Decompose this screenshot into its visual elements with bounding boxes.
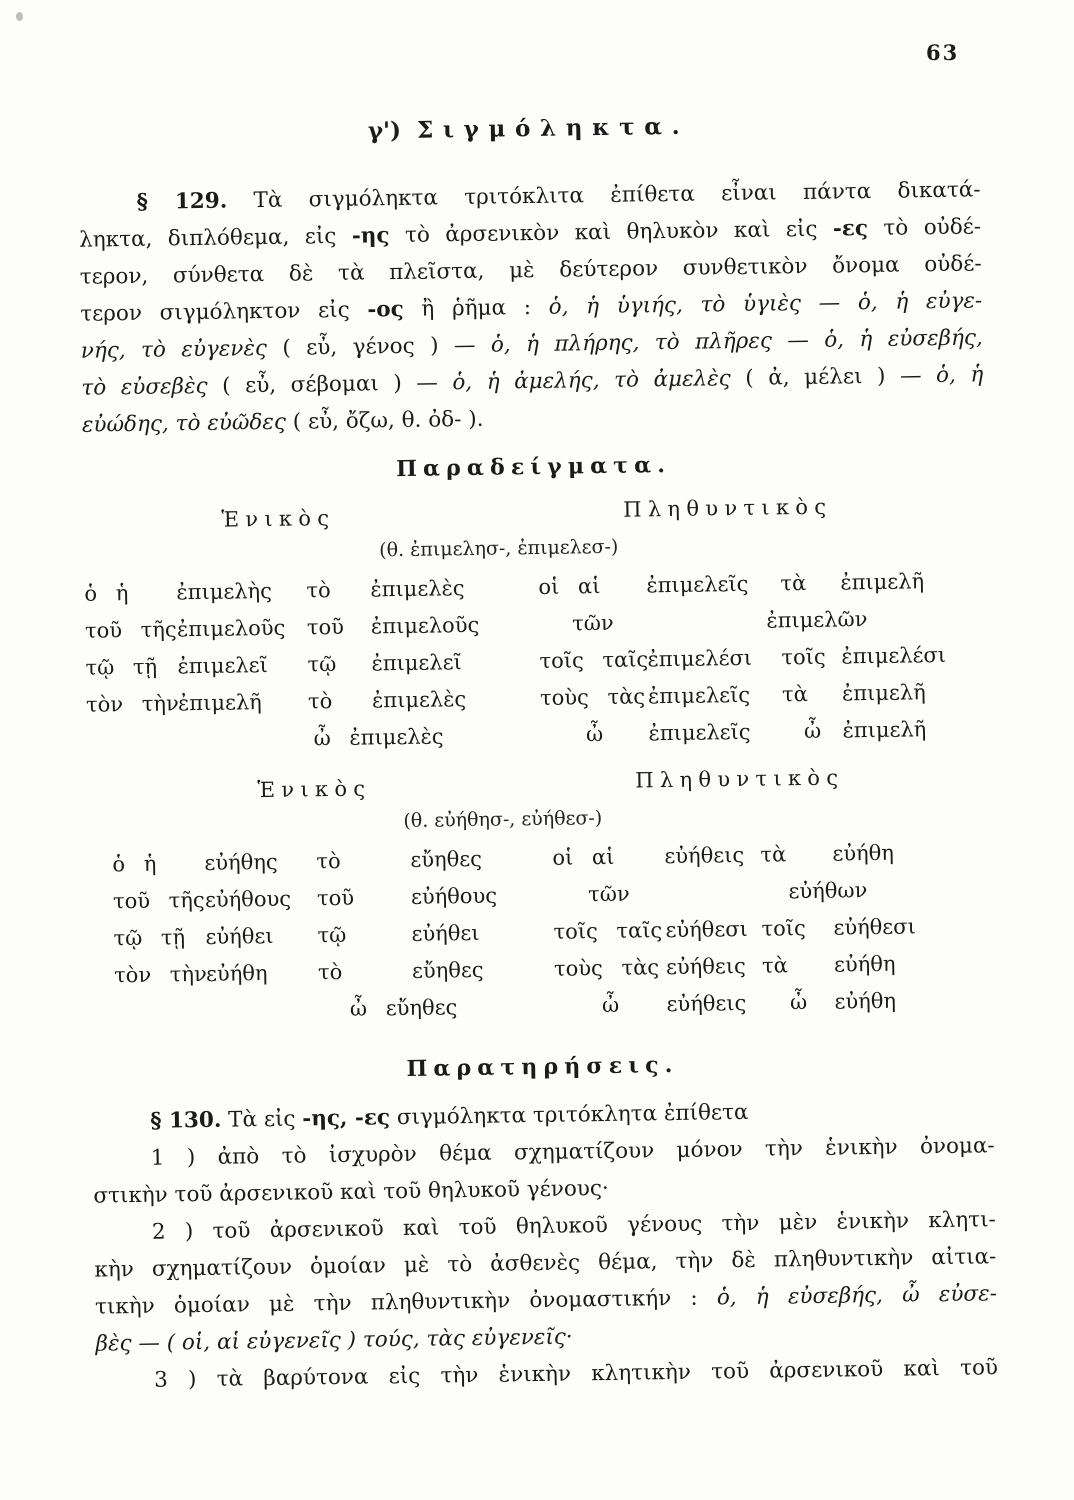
table-cell: ὦ ἐπιμελὲς (313, 724, 444, 751)
text-segment: -ος (367, 296, 404, 323)
table-cell: τοὺς τὰς (539, 684, 646, 710)
text-segment: 1 ) ἀπὸ τὸ ἰσχυρὸν θέμα σχηματίζουν μόνον τὴν ἑνικὴν ὀνομα- (150, 1133, 995, 1171)
table-cell: οἱ αἱ (538, 574, 601, 599)
plural-label: Πληθυντικὸς (635, 765, 845, 793)
text-segment: § 129. (136, 188, 228, 215)
table-cell: τοῖς (781, 644, 826, 670)
table-cell: εὐήθεις (665, 953, 746, 980)
table-cell: ὦ (585, 722, 604, 747)
table-cell: τοῖς ταῖς (553, 918, 663, 944)
declension-table-euethes (112, 833, 993, 1031)
table-cell: ὦ (803, 718, 822, 744)
table-cell: τοῖς ταῖς (539, 647, 649, 673)
table-cell: τὸ (317, 959, 343, 985)
text-segment: τερον σιγμόληκτον εἰς (80, 297, 368, 327)
paragraph-130 (92, 1090, 998, 1399)
table-cell: τὸν τὴν (85, 691, 179, 717)
table-cell: ὦ (789, 990, 808, 1015)
table-cell: ἐπιμελῆ (840, 569, 925, 595)
table-cell: τοὺς τὰς (553, 955, 660, 981)
text-segment: τὸ εὐσεβὲς (81, 373, 223, 401)
section-heading-prefix: γ') (367, 116, 402, 145)
table-cell: τῷ τῇ (85, 654, 158, 680)
table-cell: ἐπιμελὲς (370, 576, 465, 602)
singular-label: Ἑνικὸς (257, 776, 372, 803)
text-segment: ἢ ῥῆμα : (403, 294, 549, 322)
text-segment: -ης (351, 223, 390, 249)
table-cell: ἐπιμελεῖς (646, 571, 749, 598)
notes-heading: Παρατηρήσεις. (406, 1051, 679, 1082)
text-segment: 3 ) τὰ βαρύτονα εἰς τὴν ἑνικὴν κλητικὴν τοῦ ἀρσενικοῦ καὶ τοῦ (153, 1355, 999, 1393)
table-cell: ὦ εὔηθες (349, 995, 458, 1021)
text-segment: σιγμόληκτα τριτόκλητα ἐπίθετα (389, 1099, 749, 1131)
paragraph-129 (78, 171, 984, 443)
table-cell: τὰ (781, 681, 808, 707)
table-cell: τοῖς (761, 916, 806, 941)
table-cell: εὐήθεις (666, 990, 747, 1017)
table-cell: ἐπιμελέσι (841, 642, 947, 669)
section-heading (77, 105, 979, 152)
text-segment: ὁ, ἡ εὐσεβής, ὦ εὐσε- (716, 1281, 998, 1311)
text-segment: νής, τὸ εὐγενὲς (80, 335, 283, 364)
table-cell: τὸ (307, 689, 333, 714)
scan-speck (16, 12, 23, 21)
table-cell: ἐπιμελῆ (177, 690, 262, 716)
table-cell: ἐπιμελοῦς (370, 612, 480, 639)
text-segment: κὴν σχηματίζουν ὁμοίαν μὲ τὸ ἀσθενὲς θέμα, τὴν δὲ πληθυντικὴν αἰτια- (94, 1244, 997, 1283)
table-cell: ἐπιμελεῖς (648, 719, 751, 746)
table-cell: τὰ (760, 842, 787, 867)
table-cell: ἐπιμελῆ (842, 717, 927, 743)
text-segment: ( ἀ, μέλει ) — (745, 363, 937, 391)
table-cell: εὐήθη (834, 988, 897, 1014)
table-cell: ἐπιμελέσι (647, 645, 753, 672)
text-segment: 2 ) τοῦ ἀρσενικοῦ καὶ τοῦ θηλυκοῦ γένους τὴν μὲν ἑνικὴν κλητι- (151, 1207, 996, 1245)
stem-note: (θ. ἐπιμελησ-, ἐπιμελεσ-) (379, 535, 619, 562)
table-cell: τοῦ (306, 614, 345, 640)
text-segment: τικὴν ὁμοίαν μὲ τὴν πληθυντικὴν ὀνομαστικήν : (94, 1285, 718, 1320)
text-segment: τὸ οὐδέ- (867, 214, 982, 242)
text-segment: τερον, σύνθετα δὲ τὰ πλεῖστα, μὲ δεύτερον συνθετικὸν ὄνομα οὐδέ- (79, 251, 982, 290)
text-segment: βὲς — ( οἱ, αἱ εὐγενεῖς ) τούς, τὰς εὐγενεῖς· (95, 1324, 573, 1357)
declension-table-epimeles (84, 562, 989, 760)
section-heading-word: Σιγμόληκτα. (416, 112, 690, 144)
table-cell: ἐπιμελοῦς (176, 615, 286, 642)
examples-heading: Παραδείγματα. (395, 451, 672, 483)
table-cell: ὦ (601, 992, 620, 1018)
table-cell: τῷ (307, 651, 337, 677)
text-segment: ὁ, ἡ πλήρης, τὸ πλῆρες — ὁ, ἡ εὐσεβής, (490, 325, 983, 358)
text-segment: εὐώδης, τὸ εὐῶδες (81, 409, 293, 438)
table-cell: εὐήθεσι (665, 916, 748, 943)
table-cell: τὸ (306, 578, 331, 603)
table-cell: ἐπιμελεῖς (647, 682, 751, 709)
table-cell: εὐήθων (788, 878, 868, 904)
table-cell: ἐπιμελῆ (841, 680, 926, 706)
text-segment: Τὰ σιγμόληκτα τριτόκλιτα ἐπίθετα εἶναι πάντα δικατά- (227, 177, 981, 214)
table-cell: τοῦ (316, 885, 355, 911)
text-segment: ὁ, ἡ ἀμελής, τὸ ἀμελὲς (452, 365, 746, 396)
table-cell: τὸ (316, 848, 341, 874)
table-cell: τοῦ τῆς (84, 617, 177, 643)
table-cell: τὰ (761, 953, 789, 978)
table-cell: τῷ τῇ (113, 925, 186, 951)
singular-label: Ἑνικὸς (221, 505, 336, 532)
text-segment: στικὴν τοῦ ἀρσενικοῦ καὶ τοῦ θηλυκοῦ γένους· (93, 1175, 609, 1209)
table-cell: τῷ (317, 922, 347, 948)
table-cell: εὐήθει (411, 920, 480, 946)
table-cell: εὐήθους (410, 883, 498, 909)
text-segment: § 130. (150, 1107, 222, 1134)
table-cell: εὐήθους (204, 886, 292, 912)
text-segment: τὸ ἀρσενικὸν καὶ θηλυκὸν καὶ εἰς (389, 216, 834, 249)
page-number: 63 (926, 40, 960, 65)
table-cell: εὐήθεσι (833, 914, 916, 940)
table-cell: οἱ αἱ (552, 844, 615, 870)
table-cell: εὐήθη (832, 840, 894, 866)
text-segment: ( εὖ, σέβομαι ) — (221, 370, 453, 399)
table-cell: εὐήθη (833, 951, 896, 977)
text-segment: -ες (832, 216, 869, 242)
table-cell: ἐπιμελῶν (766, 607, 868, 633)
table-cell: ἐπιμελεῖ (177, 652, 268, 679)
page-content (76, 0, 999, 1400)
text-segment: Τὰ εἰς (221, 1106, 303, 1133)
table-cell: ὁ ἡ (84, 581, 129, 606)
text-segment: ( εὖ, γένος ) — (282, 332, 492, 361)
table-cell: εὐήθεις (664, 842, 745, 869)
table-cell: τῶν (587, 881, 630, 907)
table-cell: ἐπιμελεῖ (371, 650, 462, 676)
table-cell: εὐήθης (204, 849, 278, 875)
table-cell: τὸν τὴν (113, 961, 207, 988)
text-segment: -ης, -ες (302, 1105, 391, 1132)
table-cell: τὰ (780, 570, 807, 596)
table-cell: ἐπιμελὴς (176, 578, 273, 605)
text-segment: ληκτα, διπλόθεμα, εἰς (78, 223, 353, 253)
table-cell: εὔηθες (411, 957, 484, 983)
text-segment: ὁ, ἡ (935, 362, 984, 389)
table-cell: εὐήθη (205, 961, 268, 986)
table-cell: εὔηθες (410, 846, 483, 872)
table-cell: τοῦ τῆς (112, 887, 205, 914)
table-cell: εὐήθει (205, 923, 274, 949)
table-cell: τῶν (571, 610, 614, 636)
table-cell: ὁ ἡ (112, 851, 157, 877)
stem-note: (θ. εὐήθησ-, εὐήθεσ-) (403, 807, 603, 832)
table-cell: ἐπιμελὲς (371, 687, 467, 713)
text-segment: ( εὖ, ὄζω, θ. ὀδ- ). (292, 406, 484, 435)
plural-label: Πληθυντικὸς (623, 494, 833, 522)
text-segment: ὁ, ἡ ὑγιής, τὸ ὑγιὲς — ὁ, ἡ εὐγε- (548, 288, 983, 320)
